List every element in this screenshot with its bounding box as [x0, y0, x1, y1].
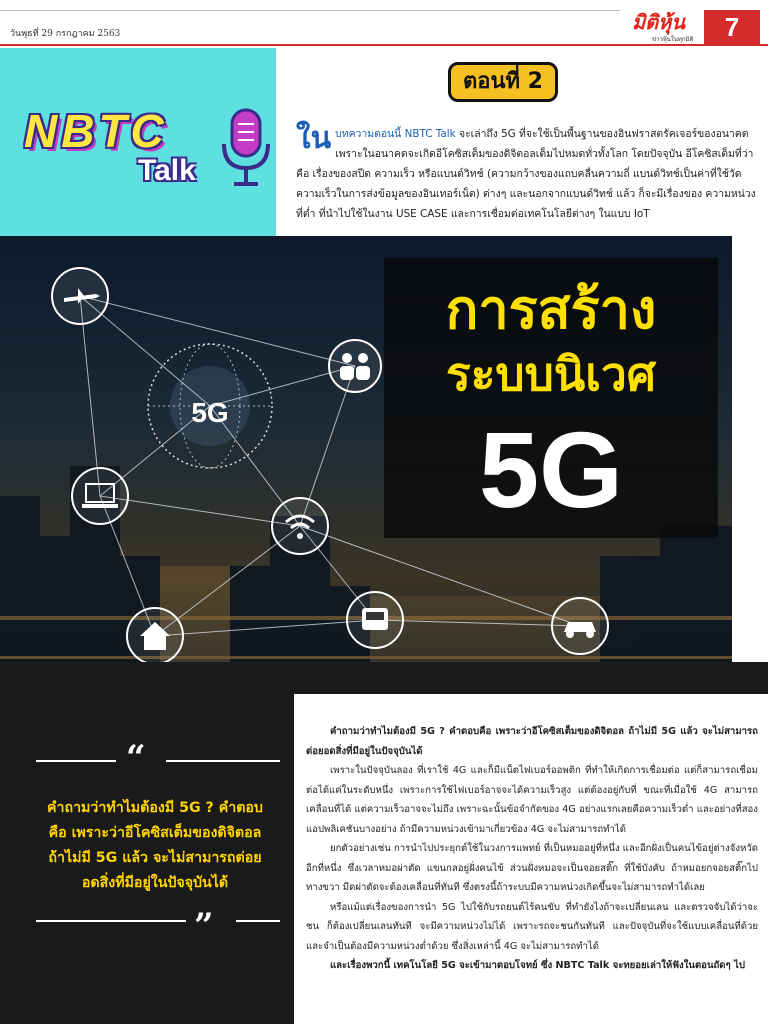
airplane-icon	[52, 268, 108, 324]
issue-date: วันพุธที่ 29 กรกฎาคม 2563	[10, 29, 121, 39]
home-icon	[127, 608, 183, 664]
headline-line-3: 5G	[478, 409, 624, 530]
header-top-rule	[0, 10, 620, 11]
brand-name: มิติหุ้น	[632, 10, 686, 34]
intro-dropcap: ใน	[296, 121, 332, 156]
page-number: 7	[704, 10, 760, 44]
logo-talk-text: Talk	[138, 154, 196, 187]
headline-line-2: ระบบนิเวศ	[445, 347, 656, 401]
intro-body: จะเล่าถึง 5G ที่จะใช้เป็นพื้นฐานของอินฟราสตรัคเจอร์ของอนาคต เพราะในอนาคตจะเกิดอีโคซิสเต็มของดิจิตอลเต็มไปหมดทั่วทั้งโลก โดยปัจจุบัน อีโคซิสเต็มที่ว่าคือ เรื่องของสปีด ความเร็ว หรือแบนด์วิทช์ (ความกว้างของแถบคลื่นความถี่ แบนด์วิทช์เป็นค่าที่ใช้วัดความเร็วในการส่งข้อมูลของอินเทอร์เน็ต) ต่างๆ และนอกจากแบนด์วิทช์ แล้ว ก็จะมีเรื่องของ ความหน่วงที่ต่ำ ที่นำไปใช้ในงาน USE CASE และการเชื่อมต่อเทคโนโลยีต่างๆ ในแบบ IoT	[296, 128, 756, 220]
quote-rule	[166, 760, 280, 762]
quote-close-ornament	[36, 902, 280, 946]
wifi-icon	[272, 498, 328, 554]
brand-logo	[632, 6, 712, 44]
headline-line-1: การสร้าง	[445, 278, 657, 341]
logo-nbtc-text: NBTC	[24, 105, 168, 157]
quote-rule	[36, 760, 116, 762]
microphone-icon	[216, 106, 276, 196]
body-paragraph-1: คำถามว่าทำไมต้องมี 5G ? คำตอบคือ เพราะว่าอีโคซิสเต็มของดิจิตอล ถ้าไม่มี 5G แล้ว จะไม่สามารถต่อยอดสิ่งที่มีอยู่ในปัจจุบันได้	[306, 726, 758, 757]
body-paragraph-3: ยกตัวอย่างเช่น การนำไปประยุกต์ใช้ในวงการแพทย์ ที่เป็นหมออยู่ที่หนึ่ง และอีกฝั่งเป็นคนไข้อยู่ต่างจังหวัดอีกที่หนึ่ง ซึ่งเวลาหมอผ่าตัด แขนกลอยู่ฝั่งคนไข้ ส่วนฝั่งหมอจะเป็นจอยสติ๊ก ที่ใช้บังคับ ถ้าหมอยกจอยสติ๊กไปทางขวา มีดผ่าตัดจะต้องเคลื่อนที่ทันที ซึ่งตรงนี้ถ้าระบบมีความหน่วงเกิดขึ้นจะไม่สามารถทำได้เลย	[306, 843, 758, 893]
body-paragraph-4: หรือแม้แต่เรื่องของการนำ 5G ไปใช้กับรถยนต์ไร้คนขับ ที่ทำยังไงถ้าจะเปลี่ยนเลน และตรวจจับได้ว่าจะชน ก็ต้องเปลี่ยนเลนทันที จะมีความหน่วงไม่ได้ เพราะรถจะชนกันทันที และปัจจุบันที่จะใช้แบบเคลื่อนที่ด้วย และจำเป็นต้องมีความหน่วงต่ำด้วย ซึ่งสิ่งเหล่านี้ 4G จะไม่สามารถทำได้	[306, 901, 758, 952]
people-icon	[329, 340, 381, 392]
quote-open-ornament	[36, 738, 280, 778]
nbtc-talk-logo	[16, 100, 276, 200]
globe-5g-label: 5G	[191, 397, 229, 428]
intro-paragraph	[296, 121, 760, 224]
quote-rule	[236, 920, 280, 922]
car-icon	[552, 598, 608, 654]
body-paragraph-2: เพราะในปัจจุบันลอง ที่เราใช้ 4G และก็มีแน็ตไฟเบอร์ออพติก ที่ทำให้เกิดการเชื่อมต่อ แต่ก็สามารถเชื่อมต่อได้แค่ในระดับหนึ่ง เพราะการใช้ไฟเบอร์อาจจะได้ความเร็วสูง แต่ต้องอยู่กับที่ ขณะที่เมื่อใช้ 4G สามารถเคลื่อนที่ได้ แต่ความเร็วอาจจะไม่ถึง เพราะฉะนั้นข้อจำกัดของ 4G อย่างแรกเลยคือความเร็วต่ำ และอย่างที่สอง แอปพลิเคชันบางอย่าง ถ้ามีความหน่วงเข้ามาเกี่ยวข้อง 4G จะไม่สามารถทำได้	[306, 765, 758, 835]
body-paragraph-5: และเรื่องพวกนี้ เทคโนโลยี 5G จะเข้ามาตอบโจทย์ ซึ่ง NBTC Talk จะทยอยเล่าให้ฟังในตอนถัดๆ ไป	[330, 960, 745, 971]
open-quote-mark: “	[126, 738, 146, 778]
bus-icon	[347, 592, 403, 648]
episode-badge: ตอนที่ 2	[448, 62, 558, 102]
intro-highlight: บทความตอนนี้ NBTC Talk	[335, 128, 456, 140]
header-rule	[0, 44, 768, 46]
brand-tagline: ข่าวหุ้นในทุกมิติ	[652, 36, 694, 43]
quote-rule	[36, 920, 186, 922]
laptop-icon	[72, 468, 128, 524]
pull-quote: คำถามว่าทำไมต้องมี 5G ? คำตอบคือ เพราะว่าอีโคซิสเต็มของดิจิตอล ถ้าไม่มี 5G แล้ว จะไม่สามารถต่อยอดสิ่งที่มีอยู่ในปัจจุบันได้	[47, 800, 263, 891]
close-quote-mark: ”	[194, 906, 214, 946]
article-body	[306, 722, 758, 976]
